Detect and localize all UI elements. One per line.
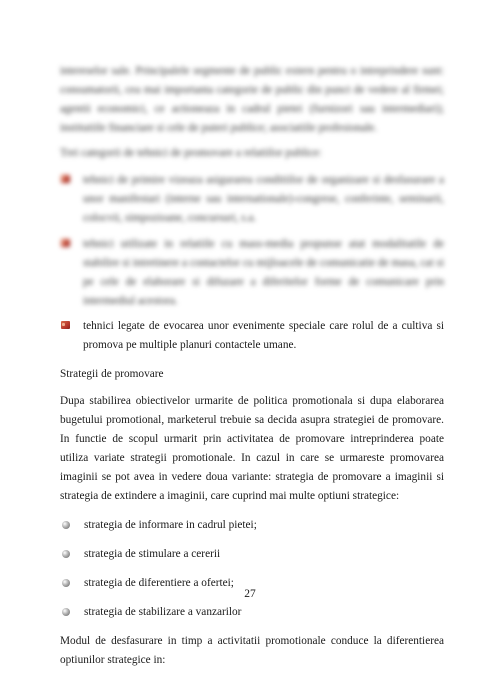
list-item (60, 235, 444, 311)
sphere-bullet-icon (62, 608, 70, 616)
intro-line: intereselor sale. Principalele segmente de public extern pentru o intreprindere sunt: consumatorii, (60, 65, 444, 96)
list-item (60, 171, 444, 228)
sphere-bullet-icon (62, 579, 70, 587)
flag-bullet-icon (61, 175, 72, 185)
list-item (60, 516, 444, 535)
bullet-line: difuzare a diferitelor forme de comunicare prin intermediul acestora. (83, 276, 444, 307)
intro-line: publice; asociatiile profesionale. (230, 122, 378, 134)
bullet-line: tehnici utilizate in relatiile cu mass-media propunse atat modalitatile de stabilire si (83, 238, 444, 269)
strategy-item: strategia de stimulare a cererii (84, 548, 221, 560)
categories-line: Trei categorii de tehnici de promovare a relatiilor publice: (60, 147, 322, 159)
closing-paragraph: Modul de desfasurare in timp a activitatii promotionale conduce la diferentierea optiunilor strategice in: (60, 635, 444, 666)
bullet-text (83, 235, 444, 311)
page-content (60, 62, 444, 678)
intro-paragraph (60, 62, 444, 138)
list-item (60, 545, 444, 564)
blurred-section (60, 62, 444, 311)
intro-line: actioneaza in cadrul pietei (furnizori sau intermediari); institutiile financiare si cele de puteri (60, 103, 444, 134)
bullet-text: tehnici legate de evocarea unor evenimente speciale care rolul de a cultiva si promova pe multiple planuri contactele umane. (83, 320, 444, 351)
bullet-text: tehnici de primire vizeaza asigurarea conditiilor de organizare si desfasurare a unor manifestari (interne sau internationale)-congrese, conferinte, seminarii, colocvii, simpozioane, concursuri, s.a. (83, 174, 444, 224)
intro-line: cea mai importanta categorie de public din punct de vedere al firmei; agentii economici, ce (60, 84, 444, 115)
flag-bullet-icon (61, 321, 72, 331)
list-item (60, 317, 444, 355)
strategy-item: strategia de stabilizare a vanzarilor (84, 606, 242, 618)
list-item (60, 603, 444, 622)
bullet-line: intretinere a contactelor cu mijloacele de comunicatie de masa, cat si pe cele de elaborare si (83, 257, 444, 288)
strategy-item: strategia de diferentiere a ofertei; (84, 577, 234, 589)
strategies-list (60, 516, 444, 622)
strategy-paragraph: Dupa stabilirea obiectivelor urmarite de politica promotionala si dupa elaborarea bugetului promotional, marketerul trebuie sa decida asupra strategiei de promovare. In functie de scopul urmarit prin activitatea de promovare intreprinderea poate utiliza variate strategii promotionale. In cazul in care se urmareste promovarea imaginii se pot avea in vedere doua variante: strategia de promovare a imaginii si strategia de extindere a imaginii, care cuprind mai multe optiuni strategice: (60, 395, 444, 502)
page-number: 27 (244, 588, 256, 600)
strategy-item: strategia de informare in cadrul pietei; (84, 519, 257, 531)
section-heading: Strategii de promovare (60, 368, 164, 380)
flag-bullet-icon (61, 239, 72, 249)
sphere-bullet-icon (62, 550, 70, 558)
sphere-bullet-icon (62, 521, 70, 529)
